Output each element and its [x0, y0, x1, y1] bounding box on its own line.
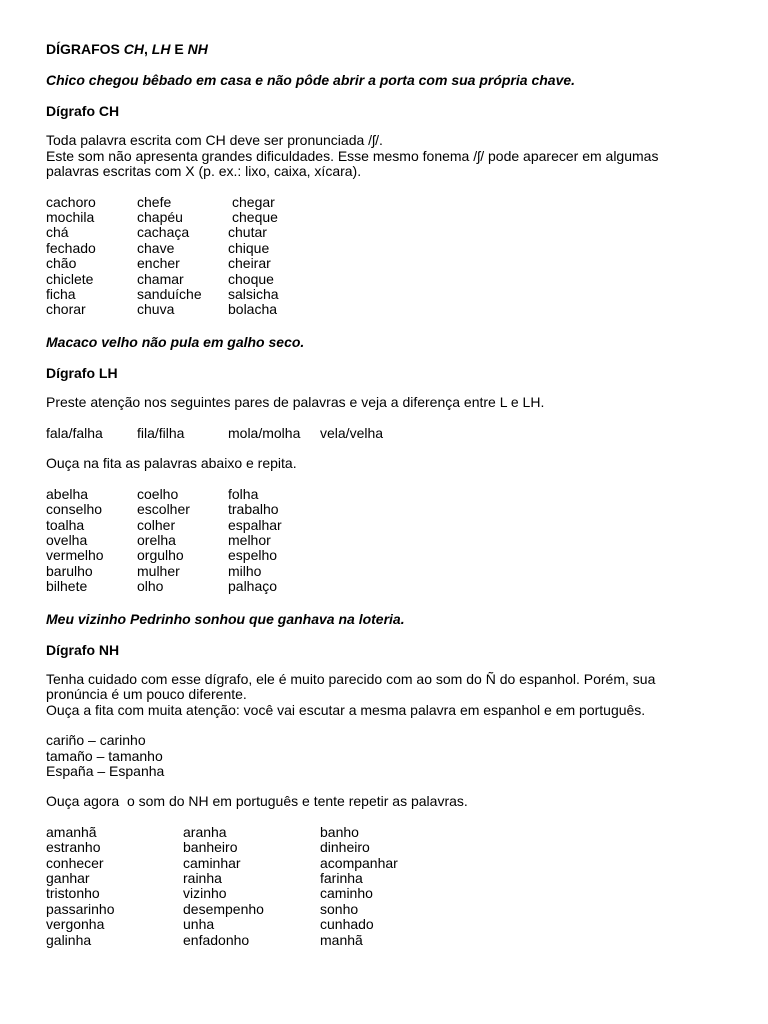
nh-word: amanhã — [46, 823, 97, 840]
document-page — [46, 40, 726, 963]
ch-word-table — [46, 195, 726, 318]
lh-word: coelho — [137, 485, 179, 502]
lh-pairs — [46, 425, 726, 441]
lh-intro: Preste atenção nos seguintes pares de palavras e veja a diferença entre L e LH. — [46, 393, 545, 410]
title-sep-2: E — [170, 41, 188, 57]
lh-word: toalha — [46, 516, 85, 533]
lh-word: orelha — [137, 531, 176, 548]
lh-word: melhor — [228, 531, 271, 548]
proverb-lh: Macaco velho não pula em galho seco. — [46, 333, 305, 350]
nh-comparison: tamaño – tamanho — [46, 747, 163, 764]
lh-word: folha — [228, 485, 259, 502]
nh-word: conhecer — [46, 854, 104, 871]
nh-word: caminhar — [183, 854, 241, 871]
nh-instruction: Ouça agora o som do NH em português e tente repetir as palavras. — [46, 793, 468, 810]
title-sep-1: , — [144, 41, 152, 57]
nh-comparison: España – Espanha — [46, 762, 165, 779]
lh-instruction: Ouça na fita as palavras abaixo e repita. — [46, 455, 297, 472]
nh-explanation-line: pronúncia é um pouco diferente. — [46, 686, 247, 703]
ch-word: chegar — [232, 193, 275, 210]
proverb-ch: Chico chegou bêbado em casa e não pôde abrir a porta com sua própria chave. — [46, 72, 576, 88]
title-prefix: DÍGRAFOS — [46, 41, 124, 57]
section-heading-ch: Dígrafo CH — [46, 103, 120, 119]
section-heading-lh: Dígrafo LH — [46, 364, 118, 381]
lh-word: barulho — [46, 562, 93, 579]
ch-word: chave — [137, 239, 175, 256]
nh-explanation — [46, 672, 726, 719]
lh-word: vermelho — [46, 547, 104, 564]
nh-word: caminho — [320, 885, 373, 902]
nh-comparison: cariño – carinho — [46, 732, 146, 749]
ch-explanation — [46, 133, 726, 180]
proverb-nh: Meu vizinho Pedrinho sonhou que ganhava na loteria. — [46, 610, 405, 627]
lh-word: trabalho — [228, 501, 279, 518]
lh-word: abelha — [46, 485, 89, 502]
lh-pair: fila/filha — [137, 425, 185, 442]
ch-word: cachaça — [137, 224, 190, 241]
nh-word: manhã — [320, 931, 363, 948]
nh-word: estranho — [46, 839, 101, 856]
nh-word: tristonho — [46, 885, 100, 902]
nh-word: galinha — [46, 931, 92, 948]
ch-word: chefe — [137, 193, 172, 210]
nh-word: banho — [320, 823, 359, 840]
title-ch: CH — [123, 41, 145, 57]
ch-word: salsicha — [228, 285, 279, 302]
nh-word: vizinho — [183, 885, 227, 902]
ch-word: encher — [137, 255, 180, 272]
ch-explanation-line: Este som não apresenta grandes dificuldades. Esse mesmo fonema /ʃ/ pode aparecer em algumas — [46, 147, 659, 164]
nh-explanation-line: Ouça a fita com muita atenção: você vai escutar a mesma palavra em espanhol e em português. — [46, 701, 646, 718]
lh-word: espalhar — [228, 516, 282, 533]
lh-word: milho — [228, 562, 262, 579]
lh-word-table — [46, 487, 726, 595]
lh-pair: mola/molha — [228, 425, 301, 442]
nh-explanation-line: Tenha cuidado com esse dígrafo, ele é muito parecido com ao som do Ñ do espanhol. Porém, sua — [46, 670, 656, 687]
ch-word: fechado — [46, 239, 96, 256]
nh-word: dinheiro — [320, 839, 370, 856]
nh-word: desempenho — [183, 900, 264, 917]
ch-explanation-line: Toda palavra escrita com CH deve ser pronunciada /ʃ/. — [46, 132, 383, 148]
ch-word: ficha — [46, 285, 76, 302]
lh-pair: vela/velha — [320, 425, 384, 442]
lh-word: olho — [137, 578, 164, 595]
ch-explanation-line: palavras escritas com X (p. ex.: lixo, caixa, xícara). — [46, 163, 362, 179]
nh-word: sonho — [320, 900, 359, 917]
nh-word-table — [46, 825, 726, 948]
nh-word: cunhado — [320, 916, 374, 933]
lh-word: espelho — [228, 547, 278, 564]
ch-word: chão — [46, 255, 77, 272]
nh-word: aranha — [183, 823, 227, 840]
ch-word: chique — [228, 239, 270, 256]
ch-word: chapéu — [137, 208, 183, 225]
nh-word: passarinho — [46, 900, 115, 917]
nh-word: banheiro — [183, 839, 238, 856]
nh-word: farinha — [320, 870, 363, 887]
ch-word: chá — [46, 224, 69, 241]
lh-word: ovelha — [46, 531, 88, 548]
ch-word: bolacha — [228, 301, 278, 318]
lh-word: conselho — [46, 501, 103, 518]
lh-word: mulher — [137, 562, 180, 579]
title-nh: NH — [187, 41, 208, 57]
nh-word: rainha — [183, 870, 222, 887]
document-title — [46, 40, 726, 58]
lh-word: escolher — [137, 501, 190, 518]
lh-word: colher — [137, 516, 176, 533]
lh-word: orgulho — [137, 547, 184, 564]
lh-pair: fala/falha — [46, 425, 103, 442]
ch-word: chuva — [137, 301, 175, 318]
ch-word: sanduíche — [137, 285, 202, 302]
nh-word: unha — [183, 916, 215, 933]
section-heading-nh: Dígrafo NH — [46, 641, 120, 658]
nh-comparison-list — [46, 733, 726, 779]
nh-word: ganhar — [46, 870, 90, 887]
ch-word: cheque — [232, 208, 278, 225]
ch-word: cheirar — [228, 255, 271, 272]
ch-word: chorar — [46, 301, 86, 318]
lh-word: palhaço — [228, 578, 278, 595]
ch-word: cachoro — [46, 193, 96, 210]
title-lh: LH — [151, 41, 171, 57]
nh-word: vergonha — [46, 916, 105, 933]
ch-word: chutar — [228, 224, 267, 241]
lh-word: bilhete — [46, 578, 88, 595]
ch-word: mochila — [46, 208, 95, 225]
ch-word: chiclete — [46, 270, 94, 287]
ch-word: chamar — [137, 270, 184, 287]
nh-word: enfadonho — [183, 931, 250, 948]
ch-word: choque — [228, 270, 274, 287]
nh-word: acompanhar — [320, 854, 398, 871]
